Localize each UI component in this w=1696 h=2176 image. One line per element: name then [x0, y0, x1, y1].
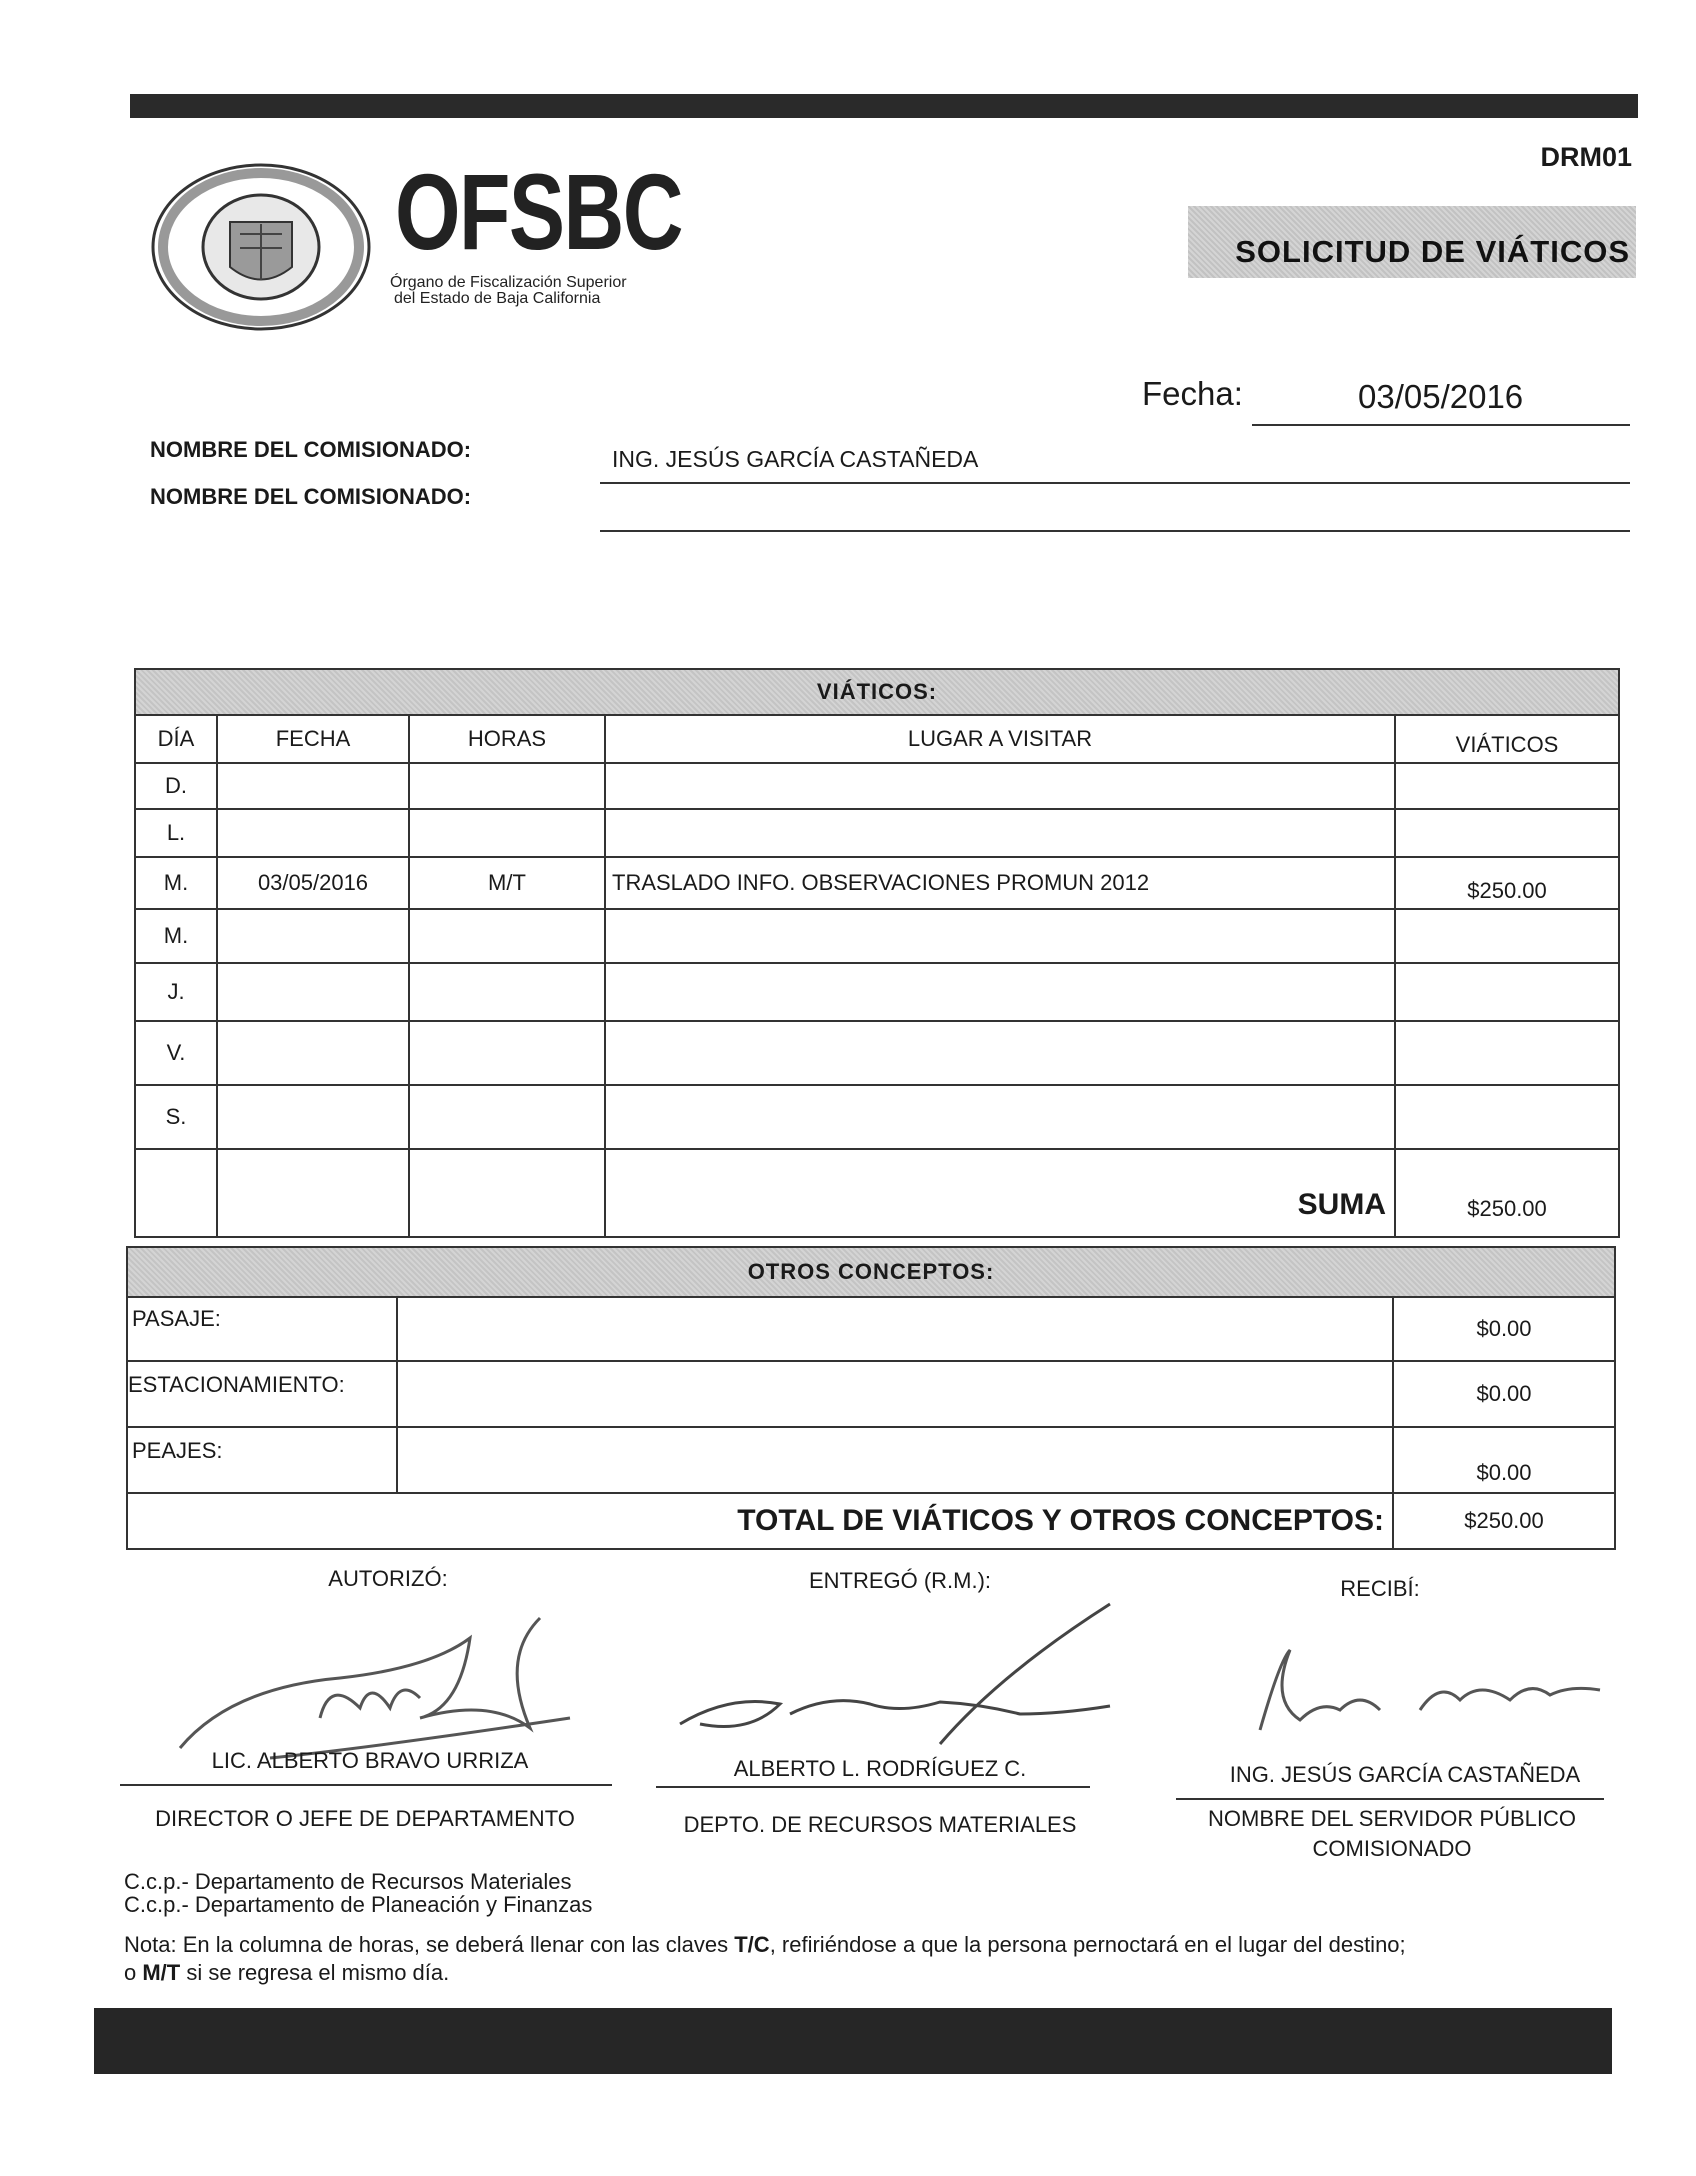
logo-subtitle: Órgano de Fiscalización Superior del Estado de Baja California — [390, 274, 627, 307]
form-code: DRM01 — [1540, 142, 1632, 172]
table-row — [135, 857, 1619, 909]
otros-value: $0.00 — [1393, 1427, 1615, 1493]
recibi-role-1: NOMBRE DEL SERVIDOR PÚBLICO — [1208, 1806, 1576, 1831]
row-dia: V. — [135, 1021, 217, 1085]
autorizo-heading: AUTORIZÓ: — [328, 1566, 448, 1591]
nota-line-1: Nota: En la columna de horas, se deberá llenar con las claves T/C, refiriéndose a que la persona pernoctará en el lugar del destino; — [124, 1932, 1406, 1957]
comisionado-value-1: ING. JESÚS GARCÍA CASTAÑEDA — [612, 446, 979, 472]
row-monto — [1395, 909, 1619, 963]
row-horas — [409, 909, 605, 963]
otros-value: $0.00 — [1393, 1361, 1615, 1427]
row-monto — [1395, 763, 1619, 809]
table-row — [135, 1085, 1619, 1149]
row-fecha — [217, 963, 409, 1021]
ccp-2: C.c.p.- Departamento de Planeación y Finanzas — [124, 1892, 593, 1917]
row-horas: M/T — [409, 857, 605, 909]
row-fecha — [217, 1021, 409, 1085]
otros-label: ESTACIONAMIENTO: — [127, 1361, 397, 1427]
row-horas — [409, 809, 605, 857]
comisionado-label-1: NOMBRE DEL COMISIONADO: — [150, 437, 472, 462]
suma-label: SUMA — [605, 1149, 1395, 1237]
nota-line-2: o M/T si se regresa el mismo día. — [124, 1960, 450, 1985]
viaticos-header-row — [135, 715, 1619, 763]
row-horas — [409, 1085, 605, 1149]
row-horas — [409, 1021, 605, 1085]
otros-section-title: OTROS CONCEPTOS: — [127, 1247, 1615, 1297]
ofsbc-logo-text: OFSBC — [395, 151, 683, 272]
recibi-name: ING. JESÚS GARCÍA CASTAÑEDA — [1229, 1762, 1581, 1787]
entrego-heading: ENTREGÓ (R.M.): — [808, 1568, 992, 1593]
total-row — [127, 1493, 1615, 1549]
entrego-line — [656, 1786, 1090, 1788]
comisionado-label-2: NOMBRE DEL COMISIONADO: — [150, 484, 472, 509]
total-label: TOTAL DE VIÁTICOS Y OTROS CONCEPTOS: — [127, 1493, 1393, 1549]
viaticos-section-title: VIÁTICOS: — [135, 669, 1619, 715]
viaticos-table — [134, 668, 1620, 1238]
otros-row — [127, 1427, 1615, 1493]
form-title: SOLICITUD DE VIÁTICOS — [1235, 234, 1630, 269]
row-lugar — [605, 1085, 1395, 1149]
entrego-role: DEPTO. DE RECURSOS MATERIALES — [683, 1812, 1077, 1837]
row-dia: M. — [135, 857, 217, 909]
otros-row — [127, 1297, 1615, 1361]
otros-label: PEAJES: — [127, 1427, 397, 1493]
signature-entrego — [640, 1594, 1120, 1764]
fecha-value: 03/05/2016 — [1358, 378, 1524, 415]
fecha-underline — [1252, 424, 1630, 426]
form-title-box — [1188, 206, 1636, 278]
row-fecha — [217, 763, 409, 809]
row-fecha — [217, 809, 409, 857]
row-lugar — [605, 763, 1395, 809]
row-dia: L. — [135, 809, 217, 857]
row-dia: M. — [135, 909, 217, 963]
col-header-viaticos: VIÁTICOS — [1395, 715, 1619, 763]
signature-recibi — [1220, 1640, 1620, 1750]
row-monto — [1395, 1085, 1619, 1149]
comisionado-line-1 — [600, 482, 1630, 484]
col-header-dia: DÍA — [135, 715, 217, 763]
fecha-label: Fecha: — [1142, 375, 1243, 412]
autorizo-line — [120, 1784, 612, 1786]
seal-logo — [150, 162, 372, 332]
table-row — [135, 809, 1619, 857]
row-dia: D. — [135, 763, 217, 809]
bottom-bar — [94, 2008, 1612, 2074]
table-row — [135, 1021, 1619, 1085]
suma-row — [135, 1149, 1619, 1237]
row-horas — [409, 963, 605, 1021]
row-monto — [1395, 963, 1619, 1021]
col-header-horas: HORAS — [409, 715, 605, 763]
comisionado-line-2 — [600, 530, 1630, 532]
top-bar — [130, 94, 1638, 118]
suma-value: $250.00 — [1395, 1149, 1619, 1237]
autorizo-name: LIC. ALBERTO BRAVO URRIZA — [211, 1748, 529, 1773]
autorizo-role: DIRECTOR O JEFE DE DEPARTAMENTO — [155, 1806, 575, 1831]
row-fecha: 03/05/2016 — [217, 857, 409, 909]
otros-label: PASAJE: — [127, 1297, 397, 1361]
recibi-heading: RECIBÍ: — [1340, 1576, 1420, 1601]
entrego-name: ALBERTO L. RODRÍGUEZ C. — [733, 1756, 1027, 1781]
recibi-role-2: COMISIONADO — [1312, 1836, 1472, 1861]
row-horas — [409, 763, 605, 809]
row-monto: $250.00 — [1395, 857, 1619, 909]
col-header-fecha: FECHA — [217, 715, 409, 763]
row-fecha — [217, 1085, 409, 1149]
otros-conceptos-table — [126, 1246, 1616, 1550]
row-lugar — [605, 809, 1395, 857]
table-row — [135, 963, 1619, 1021]
row-lugar: TRASLADO INFO. OBSERVACIONES PROMUN 2012 — [605, 857, 1395, 909]
row-dia: J. — [135, 963, 217, 1021]
row-fecha — [217, 909, 409, 963]
otros-row — [127, 1361, 1615, 1427]
otros-value: $0.00 — [1393, 1297, 1615, 1361]
row-lugar — [605, 909, 1395, 963]
row-monto — [1395, 1021, 1619, 1085]
row-lugar — [605, 963, 1395, 1021]
table-row — [135, 909, 1619, 963]
row-lugar — [605, 1021, 1395, 1085]
total-value: $250.00 — [1393, 1493, 1615, 1549]
table-row — [135, 763, 1619, 809]
recibi-line — [1176, 1798, 1604, 1800]
row-monto — [1395, 809, 1619, 857]
ccp-1: C.c.p.- Departamento de Recursos Materiales — [124, 1869, 572, 1894]
col-header-lugar: LUGAR A VISITAR — [605, 715, 1395, 763]
row-dia: S. — [135, 1085, 217, 1149]
